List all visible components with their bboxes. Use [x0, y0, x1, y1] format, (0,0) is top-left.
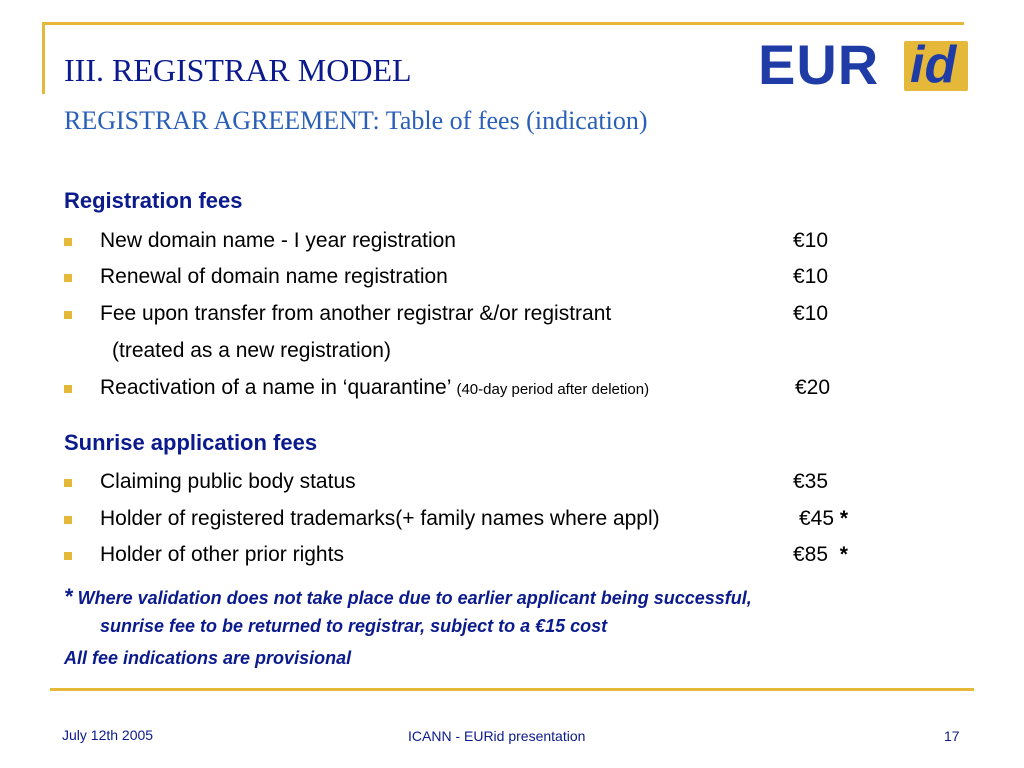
bullet-icon [64, 552, 72, 560]
footnote-star: * [64, 584, 73, 609]
frame-left-border [42, 22, 45, 94]
bullet-icon [64, 516, 72, 524]
logo-text-main: EUR [758, 33, 880, 96]
transfer-note: (treated as a new registration) [112, 339, 391, 362]
fee-price [799, 507, 848, 531]
fee-price: €20 [795, 376, 831, 399]
registration-fees-heading: Registration fees [64, 188, 243, 213]
bullet-icon [64, 311, 72, 319]
slide-subtitle: REGISTRAR AGREEMENT: Table of fees (indication) [64, 106, 648, 135]
fee-label: New domain name - I year registration [100, 229, 456, 252]
reactivation-period: (40-day period after deletion) [456, 381, 650, 398]
fee-row [64, 265, 944, 295]
fee-label: Claiming public body status [100, 470, 356, 493]
bullet-icon [64, 479, 72, 487]
fee-label: Renewal of domain name registration [100, 265, 448, 288]
footnote-line-2: sunrise fee to be returned to registrar, subject to a €15 cost [100, 616, 608, 636]
provisional-note: All fee indications are provisional [64, 648, 352, 668]
fee-label [100, 376, 649, 400]
fee-label: Holder of other prior rights [100, 543, 344, 566]
fee-price [793, 543, 848, 567]
price-value: €85 [793, 543, 829, 566]
fee-row [64, 543, 944, 573]
frame-top-border [44, 22, 964, 25]
slide-title: III. REGISTRAR MODEL [64, 52, 412, 88]
asterisk-mark: * [839, 507, 849, 530]
fee-label: Holder of registered trademarks(+ family names where appl) [100, 507, 660, 530]
eurid-logo [758, 35, 968, 95]
fee-row [64, 302, 944, 332]
frame-bottom-border [50, 688, 974, 691]
footer-date: July 12th 2005 [62, 727, 154, 743]
fee-price: €10 [793, 265, 829, 288]
fee-price: €10 [793, 302, 829, 325]
fee-price: €35 [793, 470, 829, 493]
logo-accent-box [904, 36, 968, 94]
fee-subnote [64, 339, 944, 369]
logo-text-accent: id [910, 36, 957, 94]
fee-price: €10 [793, 229, 829, 252]
reactivation-label: Reactivation of a name in ‘quarantine’ [100, 376, 451, 399]
fee-row [64, 470, 944, 500]
footer-center-text: ICANN - EURid presentation [408, 728, 586, 744]
bullet-icon [64, 274, 72, 282]
page-number: 17 [944, 728, 960, 744]
bullet-icon [64, 385, 72, 393]
bullet-icon [64, 238, 72, 246]
fee-row [64, 229, 944, 259]
price-value: €45 [799, 507, 835, 530]
footnote-line-1 [64, 584, 752, 610]
asterisk-mark: * [839, 543, 848, 566]
fee-row [64, 376, 944, 406]
footnote-text-1: Where validation does not take place due to earlier applicant being successful, [77, 588, 752, 608]
sunrise-fees-heading: Sunrise application fees [64, 430, 318, 455]
fee-row [64, 507, 944, 537]
fee-label: Fee upon transfer from another registrar &/or registrant [100, 302, 612, 325]
